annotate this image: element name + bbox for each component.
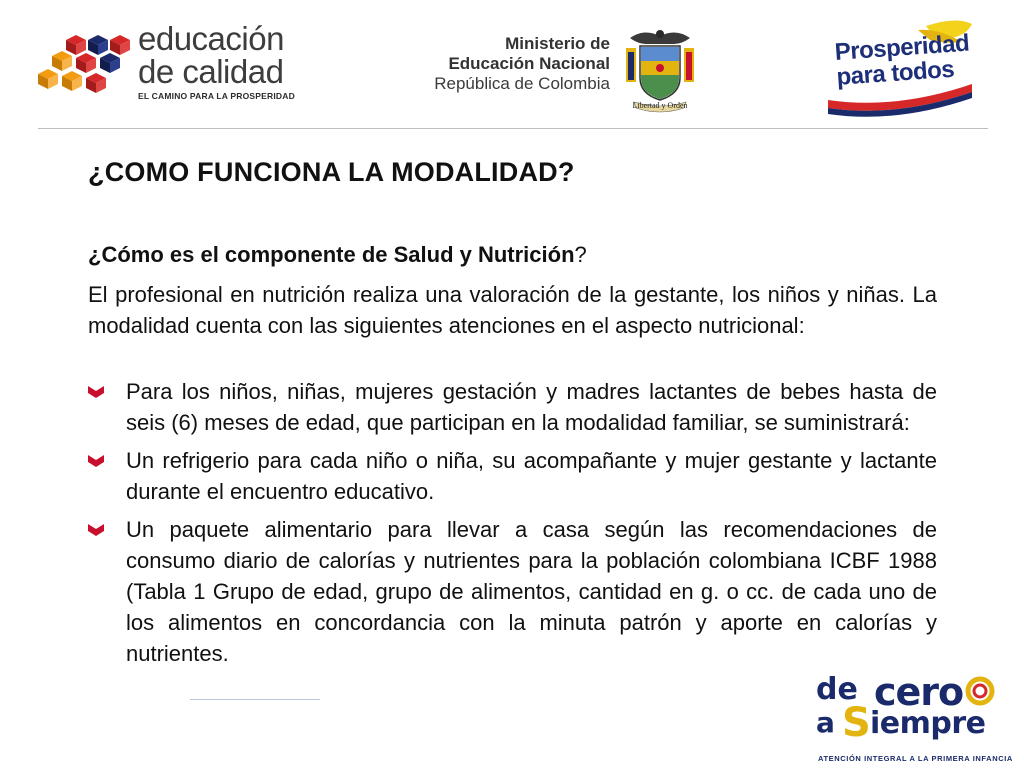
bullet-text: Un refrigerio para cada niño o niña, su acompañante y mujer gestante y lactante durante el encuentro educativo. [126,448,937,504]
subtitle-question-mark: ? [574,242,587,267]
ministerio-logo-text [415,34,610,94]
slide-header [0,0,1024,130]
list-item [88,445,937,507]
prosperidad-line1: Prosperidad [833,29,971,66]
logo-swirl-icon [958,676,1018,706]
decorative-underline [190,699,320,700]
logo-cero-text: cero [874,670,964,714]
de-cero-a-siempre-logo [808,670,1024,768]
ministry-line2: Educación Nacional [448,54,610,73]
logo-tagline: ATENCIÓN INTEGRAL A LA PRIMERA INFANCIA [818,754,1013,763]
bullet-text: Para los niños, niñas, mujeres gestación y madres lactantes de bebes hasta de seis (6) meses de edad, que participan en la modalidad familiar, se suministrará: [126,379,937,435]
educacion-logo-text [138,22,295,101]
logo-iempre-text: iempre [870,706,986,741]
slide-title: ¿COMO FUNCIONA LA MODALIDAD? [88,157,575,187]
header-divider [38,128,988,129]
bullet-text: Un paquete alimentario para llevar a casa según las recomendaciones de consumo diario de calorías y nutrientes para la población colombiana ICBF 1988 (Tabla 1 Grupo de edad, grupo de alimentos, cantidad en g. o cc. de cada uno de los alimentos en concordancia con la minuta patrón y aporte en calorías y nutrientes. [126,517,937,666]
subtitle-bold-text: ¿Cómo es el componente de Salud y Nutrición [88,242,575,267]
logo-de-text: de [816,672,858,707]
ministry-line3: República de Colombia [434,74,610,93]
list-item [88,514,937,669]
section-subtitle [88,242,587,268]
ministry-line1: Ministerio de [505,34,610,53]
logo-s-text: S [842,700,871,746]
chevron-down-bullet-icon [88,385,104,399]
edu-logo-line2: de calidad [138,53,284,90]
educacion-de-calidad-logo [38,22,308,102]
bullet-list [88,376,937,676]
prosperidad-text [834,31,972,90]
edu-logo-line1: educación [138,20,284,57]
list-item [88,376,937,438]
intro-paragraph: El profesional en nutrición realiza una valoración de la gestante, los niños y niñas. La modalidad cuenta con las siguientes atenciones en el aspecto nutricional: [88,282,937,338]
logo-a-text: a [816,706,835,739]
prosperidad-line2: para todos [835,55,955,91]
chevron-down-bullet-icon [88,454,104,468]
edu-logo-tagline: EL CAMINO PARA LA PROSPERIDAD [138,91,295,101]
cubes-icon [38,34,134,100]
coat-of-arms-caption: Libertad y Orden [632,101,688,110]
prosperidad-para-todos-logo [826,14,976,120]
chevron-down-bullet-icon [88,523,104,537]
